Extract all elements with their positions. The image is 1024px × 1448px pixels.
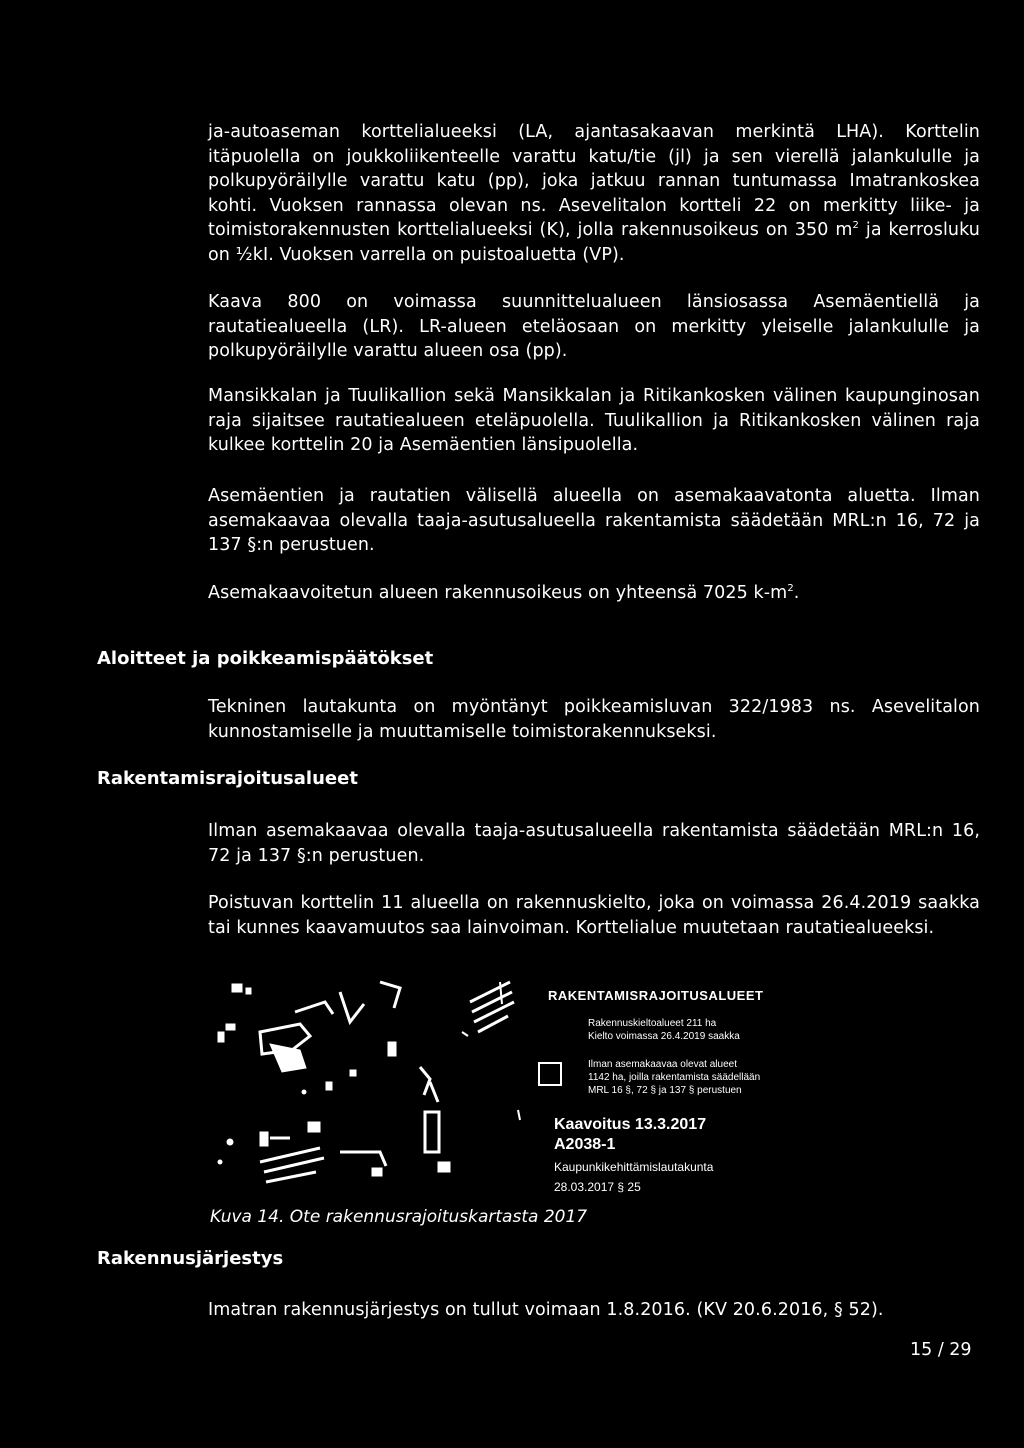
committee-name: Kaupunkikehittämislautakunta [554,1160,714,1174]
paragraph-4: Asemäentien ja rautatien välisellä alueella on asemakaavatonta aluetta. Ilman asemakaavaa olevalla taaja-asutusalueella rakentamista säädetään MRL:n 16, 72 ja 137 §:n perustuen. [208,486,980,555]
heading-rakennusjarjestys: Rakennusjärjestys [97,1248,284,1269]
paragraph-5: Asemakaavoitetun alueen rakennusoikeus on yhteensä 7025 $k-m^2$. [208,583,800,603]
map-image [200,972,530,1202]
paragraph-9: Imatran rakennusjärjestys on tullut voimaan 1.8.2016. (KV 20.6.2016, § 52). [208,1300,884,1320]
legend-unplanned-label: Ilman asemakaavaa olevat alueet 1142 ha, joilla rakentamista säädellään MRL 16 §, 72 § ja 137 § perustuen [588,1059,761,1096]
legend-unplanned-swatch [538,1062,562,1086]
paragraph-3: Mansikkalan ja Tuulikallion sekä Mansikkalan ja Ritikankosken välinen kaupunginosan raja sijaitsee rautatiealueen eteläpuolella. Tuulikallion ja Ritikankosken välinen raja kulkee korttelin 20 ja Asemäentien länsipuolella. [208,386,980,455]
heading-aloitteet: Aloitteet ja poikkeamispäätökset [97,648,434,669]
legend-title: RAKENTAMISRAJOITUSALUEET [548,988,764,1003]
kaavoitus-date: Kaavoitus 13.3.2017 [554,1116,707,1133]
decision-date: 28.03.2017 § 25 [554,1180,641,1194]
paragraph-1: ja-autoaseman korttelialueeksi (LA, ajantasakaavan merkintä LHA). Korttelin itäpuolella on joukkoliikenteelle varattu katu/tie (jl) ja sen vierellä jalankululle ja polkupyöräilylle varattu katu (pp), joka jatkuu rannan tuntumassa Imatrankoskea kohti. Vuoksen rannassa olevan ns. Asevelitalon kortteli 22 on merkitty liike- ja toimistorakennusten korttelialueeksi (K), jolla rakennusoikeus on 350 $m^2$ ja kerrosluku on ½kI. Vuoksen varrella on puistoaluetta (VP). [208,122,980,265]
paragraph-7: Ilman asemakaavaa olevalla taaja-asutusalueella rakentamista säädetään MRL:n 16, 72 ja 137 §:n perustuen. [208,821,980,866]
heading-rakentamisrajoitusalueet: Rakentamisrajoitusalueet [97,768,358,789]
map-code: A2038-1 [554,1136,616,1153]
paragraph-6: Tekninen lautakunta on myöntänyt poikkeamisluvan 322/1983 ns. Asevelitalon kunnostamiselle ja muuttamiselle toimistorakennukseksi. [208,697,980,742]
paragraph-2: Kaava 800 on voimassa suunnittelualueen länsiosassa Asemäentiellä ja rautatiealueella (LR). LR-alueen eteläosaan on merkitty yleiselle jalankululle ja polkupyöräilylle varattu alueen osa (pp). [208,292,980,361]
paragraph-8: Poistuvan korttelin 11 alueella on rakennuskielto, joka on voimassa 26.4.2019 saakka tai kunnes kaavamuutos saa lainvoiman. Korttelialue muutetaan rautatiealueeksi. [208,893,980,938]
map-excerpt-figure [200,972,800,1202]
legend-restriction-label: Rakennuskieltoalueet 211 ha Kielto voimassa 26.4.2019 saakka [588,1018,740,1042]
page-number: 15 / 29 [910,1340,972,1360]
figure-caption: Kuva 14. Ote rakennusrajoituskartasta 2017 [210,1207,588,1227]
